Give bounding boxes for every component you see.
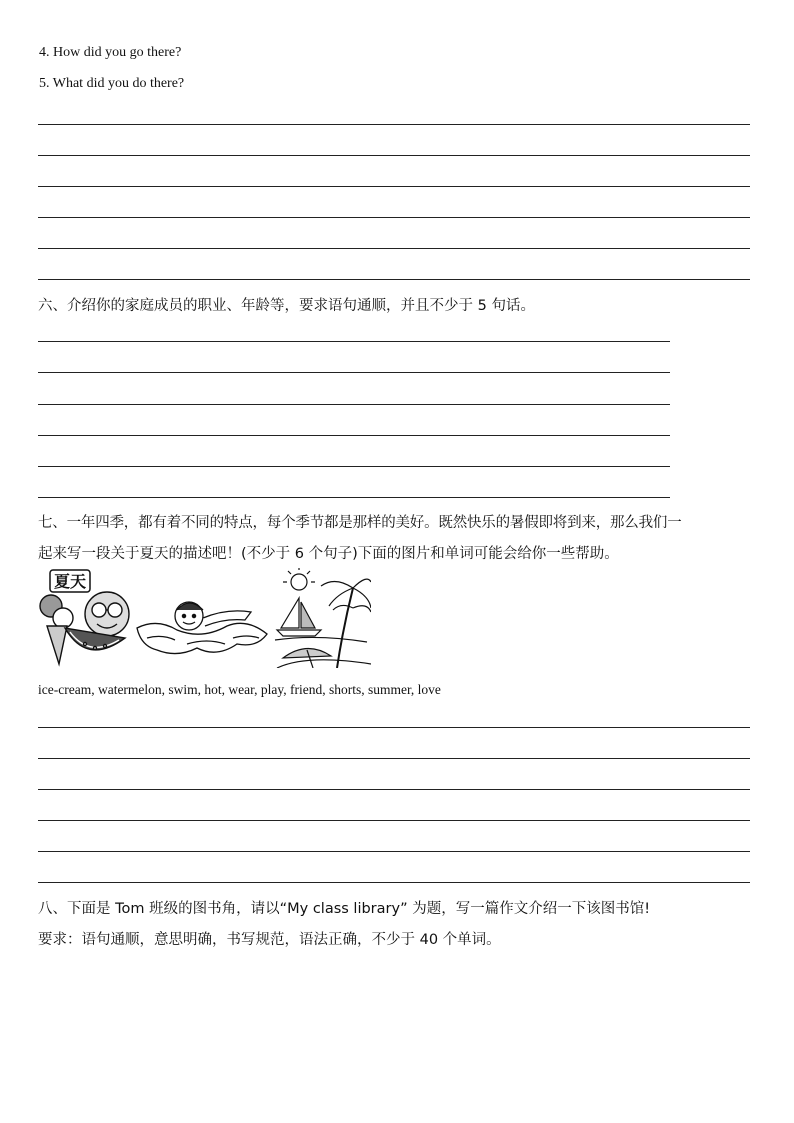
answer-line xyxy=(38,435,670,436)
answer-line xyxy=(38,851,750,852)
sun-icecream-icon xyxy=(40,592,129,664)
word-bank: ice-cream, watermelon, swim, hot, wear, play, friend, shorts, summer, love xyxy=(38,682,441,697)
summer-illustration xyxy=(37,568,371,668)
section-6-title: 六、介绍你的家庭成员的职业、年龄等，要求语句通顺，并且不少于 5 句话。 xyxy=(38,298,535,314)
section-8-requirements: 要求：语句通顺，意思明确，书写规范，语法正确，不少于 40 个单词。 xyxy=(38,932,501,948)
answer-line xyxy=(38,217,750,218)
section-7-line-2: 起来写一段关于夏天的描述吧！(不少于 6 个句子)下面的图片和单词可能会给你一些帮助。 xyxy=(38,546,619,562)
answer-line xyxy=(38,404,670,405)
answer-line xyxy=(38,882,750,883)
answer-line xyxy=(38,820,750,821)
answer-line xyxy=(38,124,750,125)
question-4: 4. How did you go there? xyxy=(39,45,182,60)
answer-line xyxy=(38,155,750,156)
answer-line xyxy=(38,758,750,759)
answer-line xyxy=(38,341,670,342)
section-7-line-1: 七、一年四季，都有着不同的特点，每个季节都是那样的美好。既然快乐的暑假即将到来，那么我们一 xyxy=(38,515,682,531)
answer-line xyxy=(38,248,750,249)
section-8-title: 八、下面是 Tom 班级的图书角，请以“My class library” 为题，写一篇作文介绍一下该图书馆! xyxy=(38,901,651,917)
summer-title-badge xyxy=(50,570,90,592)
answer-line xyxy=(38,186,750,187)
question-5: 5. What did you do there? xyxy=(39,76,185,91)
answer-line xyxy=(38,789,750,790)
swimming-child-icon xyxy=(137,602,267,654)
summer-title-text: 夏天 xyxy=(53,572,87,591)
answer-line xyxy=(38,372,670,373)
answer-line xyxy=(38,497,670,498)
answer-line xyxy=(38,279,750,280)
answer-line xyxy=(38,466,670,467)
beach-scene-icon xyxy=(275,568,371,668)
answer-line xyxy=(38,727,750,728)
